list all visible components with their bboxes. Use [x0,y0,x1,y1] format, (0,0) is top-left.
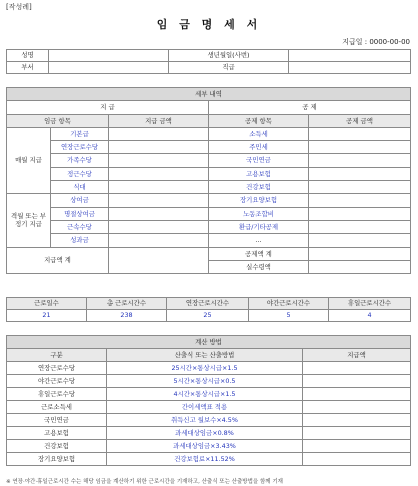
pay-amount-cell[interactable] [109,207,209,220]
pay-item: 명절상여금 [51,207,109,220]
hours-value: 4 [329,310,411,322]
details-table [6,87,411,274]
ded-amount-header: 공제 금액 [309,114,411,127]
name-value[interactable] [49,50,169,62]
pay-date: 지급일 : 0000-00-00 [342,38,410,46]
pay-item: 근속수당 [51,220,109,233]
irregular-label: 격월 또는 부정기 지급 [7,194,51,247]
calc-amount-cell[interactable] [303,375,411,388]
dept-label: 부서 [7,62,49,74]
calc-formula: 취득신고 월보수×4.5% [107,414,303,427]
deduction-item: 고용보험 [209,167,309,180]
calc-formula: 과세대상임금×3.43% [107,440,303,453]
pay-item-header: 임금 항목 [7,114,109,127]
rank-value[interactable] [289,62,411,74]
deduction-amount-cell[interactable] [309,181,411,194]
deduction-amount-cell[interactable] [309,234,411,247]
pay-amount-cell[interactable] [109,167,209,180]
hours-header: 야간근로시간수 [249,298,329,310]
calc-formula-header: 산출식 또는 산출방법 [107,349,303,362]
deduction-item: 노동조합비 [209,207,309,220]
calc-amount-cell[interactable] [303,414,411,427]
deduction-item: … [209,234,309,247]
footnote: ※ 연장·야간·휴일근로시간 수는 해당 임금을 계산하기 위한 근로시간을 기재하고, 산출식 또는 산출방법을 함께 기재 [6,479,283,484]
calc-category: 건강보험 [7,440,107,453]
calc-formula: 과세대상임금×0.8% [107,427,303,440]
calc-formula: 건강보험료×11.52% [107,453,303,466]
pay-item: 정근수당 [51,167,109,180]
monthly-label: 매월 지급 [7,127,51,193]
calc-amount-cell[interactable] [303,388,411,401]
calc-amount-cell[interactable] [303,427,411,440]
name-label: 성명 [7,50,49,62]
pay-amount-cell[interactable] [109,234,209,247]
calc-amount-cell[interactable] [303,401,411,414]
pay-total-label: 지급액 계 [7,247,109,274]
calc-category: 국민연금 [7,414,107,427]
deduction-amount-cell[interactable] [309,207,411,220]
dept-value[interactable] [49,62,169,74]
deduction-amount-cell[interactable] [309,154,411,167]
net-pay-value[interactable] [309,260,411,273]
hours-header: 총 근로시간수 [87,298,167,310]
hours-header: 휴일근로시간수 [329,298,411,310]
payment-group-header: 지 급 [7,101,209,114]
calc-section-title: 계산 방법 [7,336,411,349]
pay-amount-header: 지급 금액 [109,114,209,127]
calc-amount-header: 지급액 [303,349,411,362]
deduction-item: 환급/기타공제 [209,220,309,233]
document-title: 임 금 명 세 서 [156,18,262,31]
calc-category: 야간근로수당 [7,375,107,388]
pay-item: 연장근로수당 [51,141,109,154]
pay-amount-cell[interactable] [109,194,209,207]
calc-category: 장기요양보험 [7,453,107,466]
hours-value: 238 [87,310,167,322]
calc-formula: 25시간×통상시급×1.5 [107,362,303,375]
calc-formula: 간이세액표 적용 [107,401,303,414]
pay-item: 가족수당 [51,154,109,167]
deduction-amount-cell[interactable] [309,220,411,233]
deduction-item: 국민연금 [209,154,309,167]
birth-value[interactable] [289,50,411,62]
calc-amount-cell[interactable] [303,440,411,453]
pay-item: 기본급 [51,127,109,140]
pay-amount-cell[interactable] [109,154,209,167]
pay-amount-cell[interactable] [109,220,209,233]
calc-category-header: 구분 [7,349,107,362]
work-hours-table [6,297,411,322]
deduction-amount-cell[interactable] [309,194,411,207]
ded-total-value[interactable] [309,247,411,260]
birth-label: 생년월일(사번) [169,50,289,62]
deduction-item: 소득세 [209,127,309,140]
pay-amount-cell[interactable] [109,127,209,140]
details-section-title: 세부 내역 [7,88,411,101]
calculation-table [6,335,411,466]
calc-amount-cell[interactable] [303,362,411,375]
pay-item: 상여금 [51,194,109,207]
deduction-amount-cell[interactable] [309,141,411,154]
pay-amount-cell[interactable] [109,181,209,194]
pay-amount-cell[interactable] [109,141,209,154]
hours-value: 25 [167,310,249,322]
ded-total-label: 공제액 계 [209,247,309,260]
pay-item: 식대 [51,181,109,194]
form-tag: [작성례] [6,3,32,11]
hours-header: 근로일수 [7,298,87,310]
deduction-item: 장기요양보험 [209,194,309,207]
net-pay-label: 실수령액 [209,260,309,273]
pay-total-value[interactable] [109,247,209,274]
deduction-amount-cell[interactable] [309,167,411,180]
calc-formula: 4시간×통상시급×1.5 [107,388,303,401]
deduction-item: 주민세 [209,141,309,154]
deduction-item: 건강보험 [209,181,309,194]
calc-category: 근로소득세 [7,401,107,414]
calc-formula: 5시간×통상시급×0.5 [107,375,303,388]
calc-category: 고용보험 [7,427,107,440]
ded-item-header: 공제 항목 [209,114,309,127]
hours-value: 5 [249,310,329,322]
hours-value: 21 [7,310,87,322]
rank-label: 직급 [169,62,289,74]
deduction-amount-cell[interactable] [309,127,411,140]
calc-amount-cell[interactable] [303,453,411,466]
pay-item: 성과금 [51,234,109,247]
employee-info-table [6,49,411,74]
hours-header: 연장근로시간수 [167,298,249,310]
deduction-group-header: 공 제 [209,101,411,114]
calc-category: 연장근로수당 [7,362,107,375]
calc-category: 휴일근로수당 [7,388,107,401]
